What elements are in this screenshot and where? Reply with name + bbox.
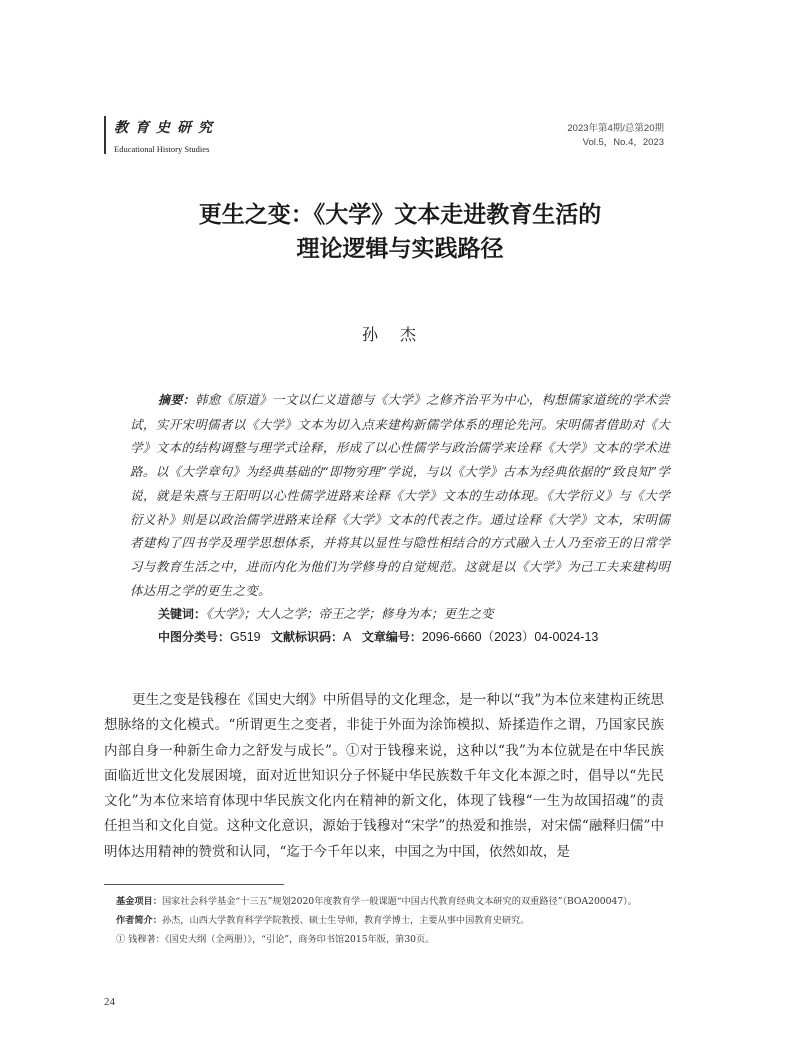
title-line-2: 理论逻辑与实践路径: [296, 236, 504, 262]
abstract-section: [130, 388, 670, 649]
author-bio-label: 作者简介：: [116, 915, 162, 926]
author-bio-text: 孙杰，山西大学教育科学学院教授、硕士生导师，教育学博士，主要从事中国教育史研究。: [161, 915, 530, 926]
keywords-label: 关键词：: [158, 607, 207, 622]
article-no-label: 文章编号：: [361, 630, 422, 645]
article-title: [100, 198, 700, 266]
abstract-label: 摘要：: [158, 393, 196, 407]
body-paragraph: 更生之变是钱穆在《国史大纲》中所倡导的文化理念，是一种以“我”为本位来建构正统思想脉络的文化模式。“所谓更生之变者，非徒于外面为涂饰模拟、矫揉造作之谓，乃国家民族内部自身一种新生命力之舒发与成长”。①对于钱穆来说，这种以“我”为本位就是在中华民族面临近世文化发展困境，面对近世知识分子怀疑中华民族数千年文化本源之时，倡导以“先民文化”为本位来培育体现中华民族文化内在精神的新文化，体现了钱穆“一生为故国招魂”的责任担当和文化自觉。这种文化意识，源始于钱穆对“宋学”的热爱和推崇，对宋儒“融释归儒”中明体达用精神的赞赏和认同，“迄于今千年以来，中国之为中国，依然如故，是: [104, 692, 664, 860]
issue-line-1: 2023年第4期/总第20期: [567, 123, 664, 134]
article-no-value: 2096-6660（2023）04-0024-13: [421, 630, 599, 645]
abstract-paragraph: [130, 388, 670, 602]
keywords-line: [130, 602, 670, 626]
abstract-text: 韩愈《原道》一文以仁义道德与《大学》之修齐治平为中心，构想儒家道统的学术尝试，实开宋明儒者以《大学》文本为切入点来建构新儒学体系的理论先河。宋明儒者借助对《大学》文本的结构调整与理学式诠释，形成了以心性儒学与政治儒学来诠释《大学》文本的学术进路。以《大学章句》为经典基础的“即物穷理”学说，与以《大学》古本为经典依据的“致良知”学说，就是朱熹与王阳明以心性儒学进路来诠释《大学》文本的生动体现。《大学衍义》与《大学衍义补》则是以政治儒学进路来诠释《大学》文本的代表之作。通过诠释《大学》文本，宋明儒者建构了四书学及理学思想体系，并将其以显性与隐性相结合的方式融入士人乃至帝王的日常学习与教育生活之中，进而内化为他们为学修身的自觉规范。这就是以《大学》为己工夫来建构明体达用之学的更生之变。: [130, 392, 670, 598]
author-name: 孙杰: [361, 325, 438, 344]
footnote-author: [116, 911, 676, 930]
clc-label: 中图分类号：: [158, 630, 231, 645]
title-line-1: 更生之变：《大学》文本走进教育生活的: [198, 202, 602, 228]
clc-value: G519: [230, 630, 261, 645]
footnote-divider: [104, 884, 284, 885]
journal-title-cn: 教育史研究: [114, 120, 219, 136]
issue-info: [567, 122, 664, 150]
footnote-fund: [116, 892, 676, 911]
journal-header: [104, 116, 664, 160]
journal-title-en: Educational History Studies: [114, 144, 210, 154]
fund-label: 基金项目：: [116, 896, 162, 907]
doc-code-value: A: [343, 630, 352, 645]
journal-logo: [104, 116, 219, 154]
doc-code-label: 文献标识码：: [271, 630, 344, 645]
page-number: 24: [104, 996, 115, 1008]
keywords-text: 《大学》；大人之学；帝王之学；修身为本；更生之变: [206, 606, 494, 622]
footnotes: [116, 892, 676, 949]
footnote-1: ① 钱穆著：《国史大纲（全两册）》，“引论”，商务印书馆2015年版，第30页。: [116, 934, 435, 945]
fund-text: 国家社会科学基金“十三五”规划2020年度教育学一般课题“中国古代教育经典文本研究的双重路径”（BOA200047）。: [161, 896, 637, 907]
issue-line-2: Vol.5，No.4，2023: [582, 137, 664, 148]
classification-line: [130, 626, 670, 649]
